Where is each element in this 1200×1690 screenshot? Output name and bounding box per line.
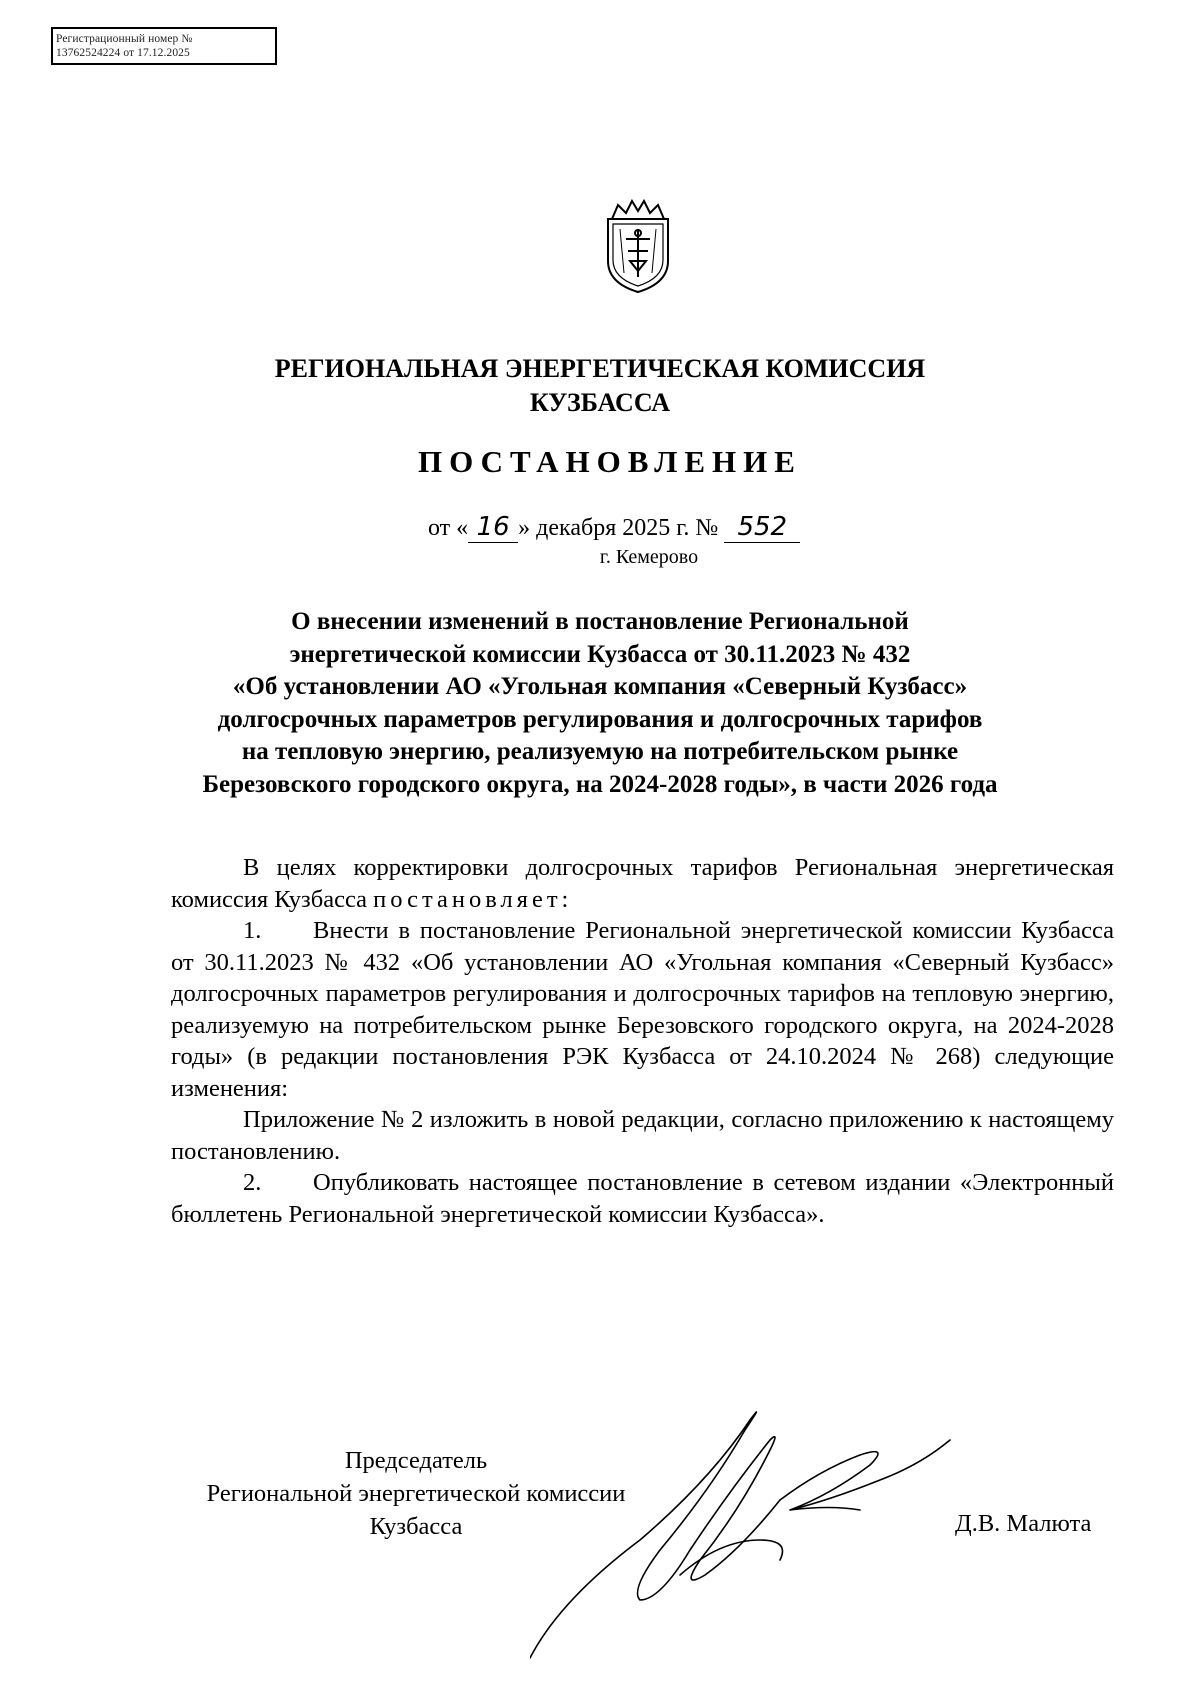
- city: г. Кемерово: [599, 546, 699, 568]
- item-1-text: Внести в постановление Региональной энергетической комиссии Кузбасса от 30.11.2023 № 432 «Об установлении АО «Угольная компания «Северный Кузбасс» долгосрочных параметров регулирования и долгосрочных тарифов на тепловую энергию, реализуемую на потребительском рынке Березовского городского округа, на 2024-2028 годы» (в редакции постановления РЭК Кузбасса от 24.10.2024 № 268) следующие изменения:: [171, 917, 1114, 1102]
- item-1-paragraph: [171, 915, 1114, 1104]
- document-body: [171, 852, 1114, 1230]
- handwritten-signature-icon: [530, 1400, 970, 1660]
- item-1-sub-paragraph: Приложение № 2 изложить в новой редакции, согласно приложению к настоящему постановлению.: [171, 1106, 1114, 1165]
- registration-line-1: Регистрационный номер №: [56, 33, 193, 45]
- document-subject: [0, 606, 1200, 801]
- signatory-name: Д.В. Малюта: [955, 1510, 1092, 1537]
- registration-line-2: 13762524224 от 17.12.2025: [56, 47, 190, 59]
- date-day: 16: [468, 512, 518, 543]
- date-line: [428, 512, 800, 543]
- organization-line-1: РЕГИОНАЛЬНАЯ ЭНЕРГЕТИЧЕСКАЯ КОМИССИЯ: [274, 354, 926, 383]
- document-number: 552: [724, 512, 800, 543]
- item-2-paragraph: [171, 1167, 1114, 1230]
- decree-word: постановляет:: [373, 885, 573, 913]
- signatory-title-line-3: Кузбасса: [369, 1513, 463, 1540]
- organization-line-2: КУЗБАССА: [529, 388, 671, 417]
- signatory-title-line-1: Председатель: [344, 1447, 488, 1474]
- item-2-text: Опубликовать настоящее постановление в сетевом издании «Электронный бюллетень Региональной энергетической комиссии Кузбасса».: [171, 1169, 1114, 1228]
- item-1-number: 1.: [243, 917, 262, 944]
- signatory-title-line-2: Региональной энергетической комиссии: [206, 1480, 626, 1507]
- subject-line: на тепловую энергию, реализуемую на потребительском рынке: [241, 738, 959, 765]
- registration-stamp: [51, 27, 277, 65]
- subject-line: энергетической комиссии Кузбасса от 30.11.2023 № 432: [289, 640, 911, 668]
- subject-line: долгосрочных параметров регулирования и долгосрочных тарифов: [217, 705, 983, 733]
- coat-of-arms-icon: [598, 199, 678, 295]
- document-type: ПОСТАНОВЛЕНИЕ: [418, 444, 802, 479]
- subject-line: Березовского городского округа, на 2024-2028 годы», в части 2026 года: [202, 770, 998, 798]
- date-middle: » декабря 2025 г. №: [518, 515, 719, 541]
- date-prefix: от «: [428, 515, 469, 541]
- intro-paragraph: [171, 852, 1114, 915]
- subject-line: «Об установлении АО «Угольная компания «Северный Кузбасс»: [232, 673, 968, 700]
- item-2-number: 2.: [243, 1169, 262, 1196]
- organization-name: [0, 352, 1200, 420]
- intro-text: В целях корректировки долгосрочных тарифов Региональная энергетическая комиссия Кузбасса: [171, 854, 1114, 913]
- subject-line: О внесении изменений в постановление Региональной: [291, 608, 909, 635]
